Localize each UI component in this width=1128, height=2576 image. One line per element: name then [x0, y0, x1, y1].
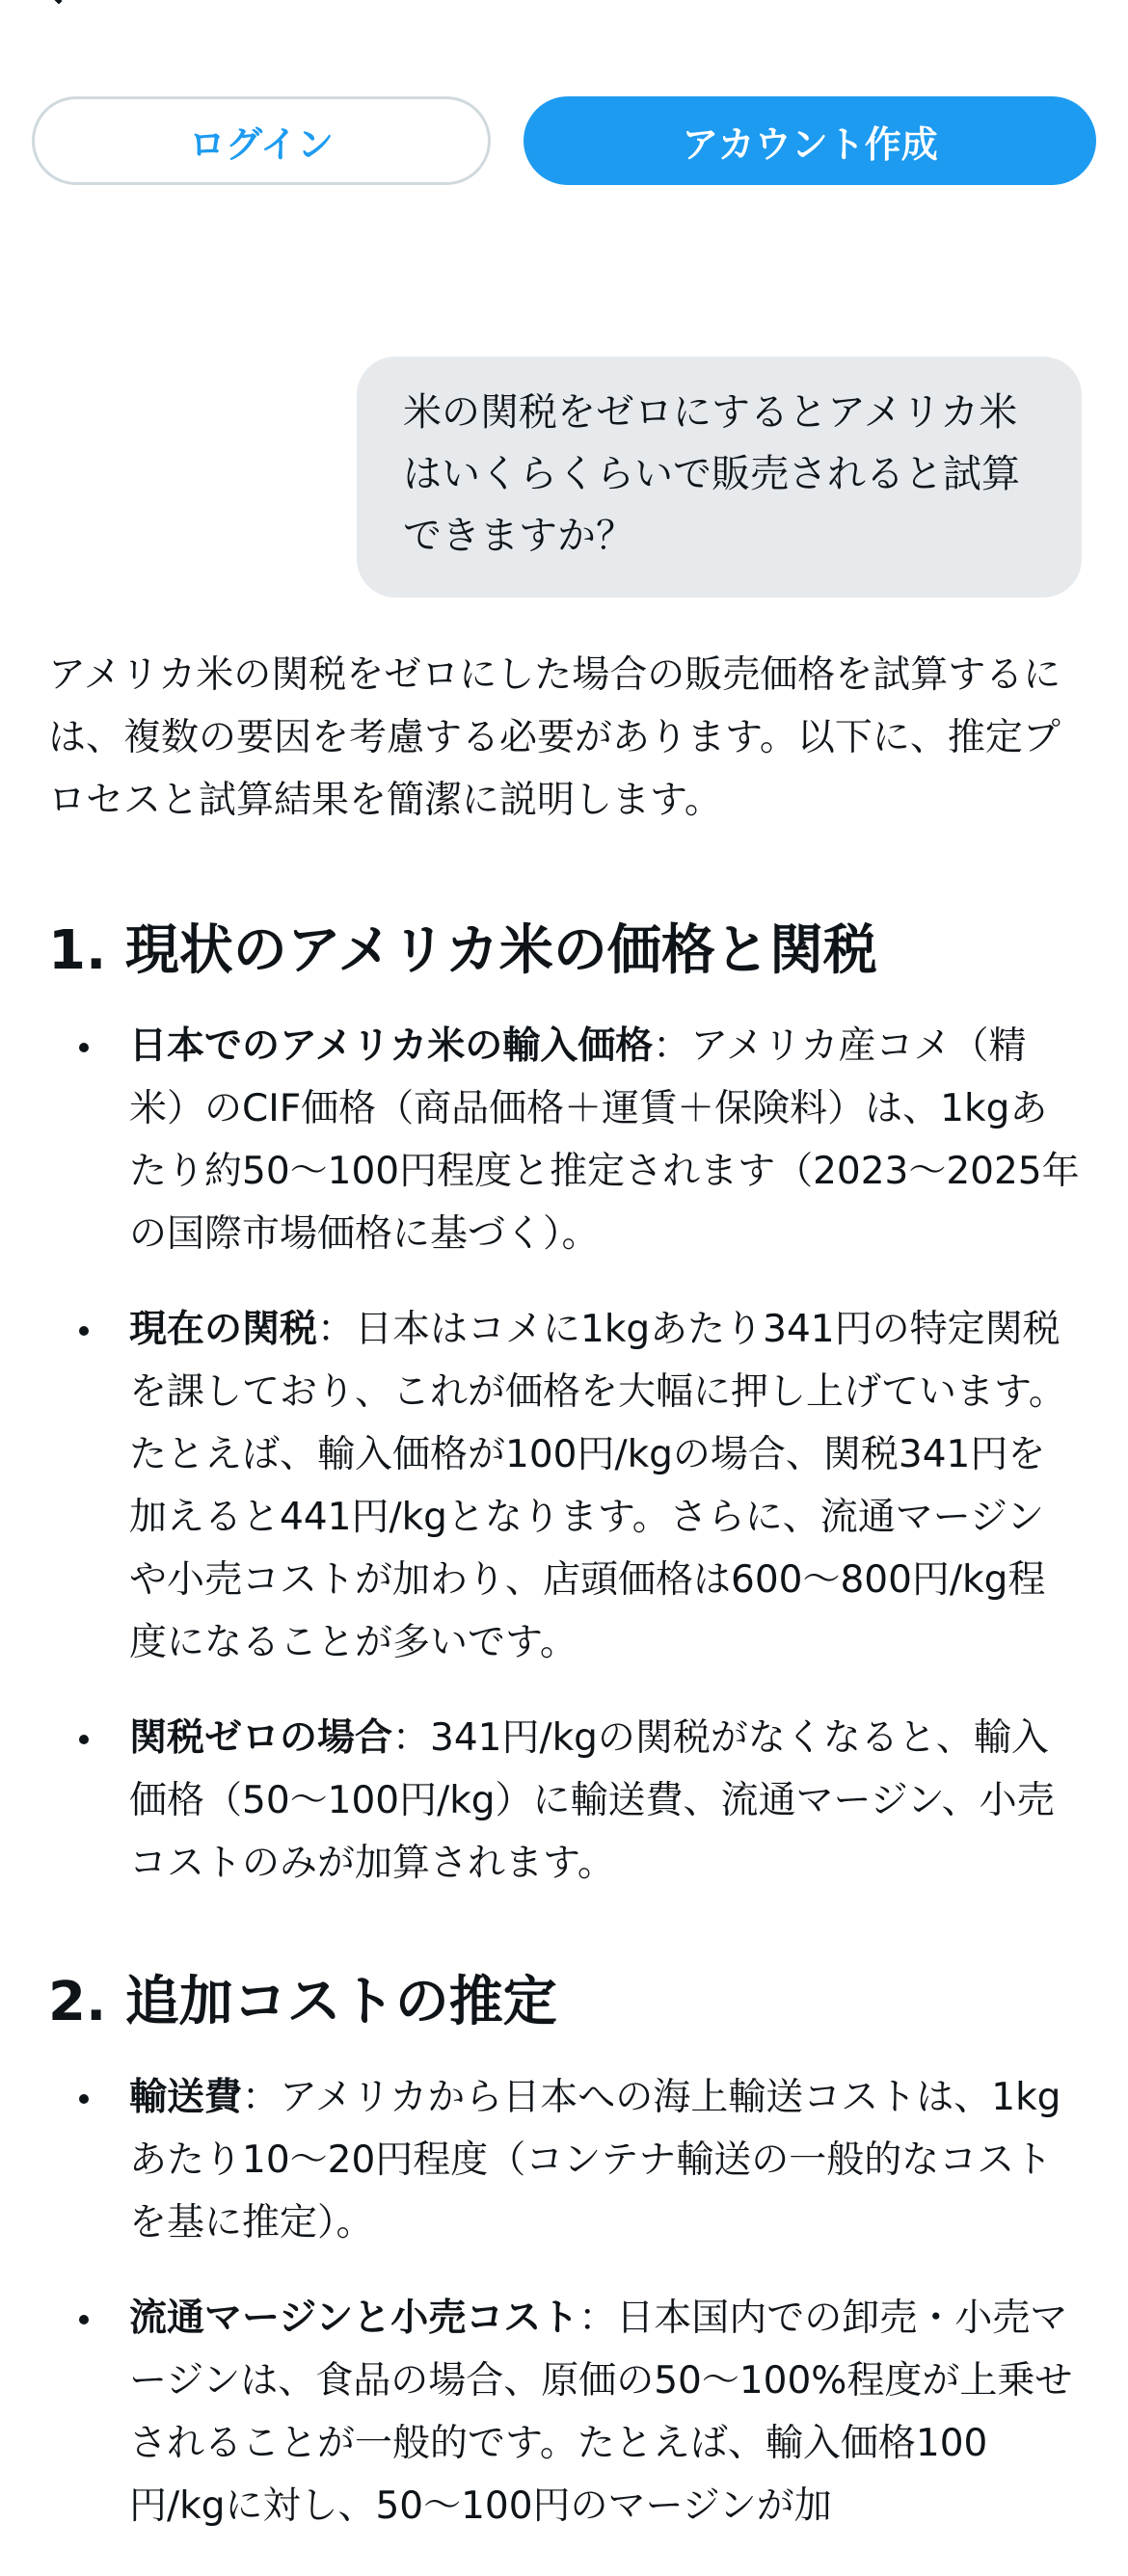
user-question-bubble	[357, 357, 1082, 598]
list-item	[48, 2287, 1080, 2537]
section-list-current-price	[48, 1015, 1080, 1895]
user-question-text: 米の関税をゼロにするとアメリカ米はいくらくらいで販売されると試算できますか？	[403, 390, 1020, 558]
top-bar	[0, 0, 1128, 19]
section-list-additional-costs	[48, 2066, 1080, 2537]
back-arrow-icon[interactable]	[43, 0, 73, 5]
section-heading-additional-costs: 2. 追加コストの推定	[48, 1971, 557, 2033]
answer-intro: アメリカ米の関税をゼロにした場合の販売価格を試算するには、複数の要因を考慮する必要があります。以下に、推定プロセスと試算結果を簡潔に説明します。	[48, 653, 1061, 822]
list-item-text: ：341円/kgの関税がなくなると、輸入価格（50〜100円/kg）に輸送費、流通マージン、小売コストのみが加算されます。	[129, 1716, 1055, 1885]
auth-buttons	[32, 96, 1096, 185]
assistant-answer	[48, 644, 1080, 2570]
list-item	[48, 1015, 1080, 1265]
list-item-text: ：アメリカから日本への海上輸送コストは、1kgあたり10〜20円程度（コンテナ輸送の一般的なコストを基に推定）。	[129, 2076, 1061, 2244]
list-item-term: 現在の関税	[129, 1308, 318, 1351]
list-item	[48, 1707, 1080, 1895]
list-item-term: 流通マージンと小売コスト	[129, 2297, 579, 2340]
login-button[interactable]: ログイン	[32, 96, 491, 185]
list-item-term: 輸送費	[129, 2076, 243, 2119]
create-account-button[interactable]: アカウント作成	[524, 96, 1096, 185]
list-item-text: ：アメリカ産コメ（精米）のCIF価格（商品価格＋運賃＋保険料）は、1kgあたり約50〜100円程度と推定されます（2023〜2025年の国際市場価格に基づく）。	[129, 1024, 1080, 1256]
section-heading-current-price: 1. 現状のアメリカ米の価格と関税	[48, 919, 877, 982]
list-item-text: ：日本はコメに1kgあたり341円の特定関税を課しており、これが価格を大幅に押し上げています。たとえば、輸入価格が100円/kgの場合、関税341円を加えると441円/kgとなります。さらに、流通マージンや小売コストが加わり、店頭価格は600〜800円/kg程度になることが多いです。	[129, 1308, 1066, 1664]
list-item-term: 日本でのアメリカ米の輸入価格	[129, 1024, 654, 1068]
list-item-text: ：日本国内での卸売・小売マージンは、食品の場合、原価の50〜100%程度が上乗せされることが一般的です。たとえば、輸入価格100円/kgに対し、50〜100円のマージンが加	[129, 2297, 1073, 2528]
list-item-term: 関税ゼロの場合	[129, 1716, 393, 1760]
list-item	[48, 2066, 1080, 2254]
list-item	[48, 1298, 1080, 1674]
